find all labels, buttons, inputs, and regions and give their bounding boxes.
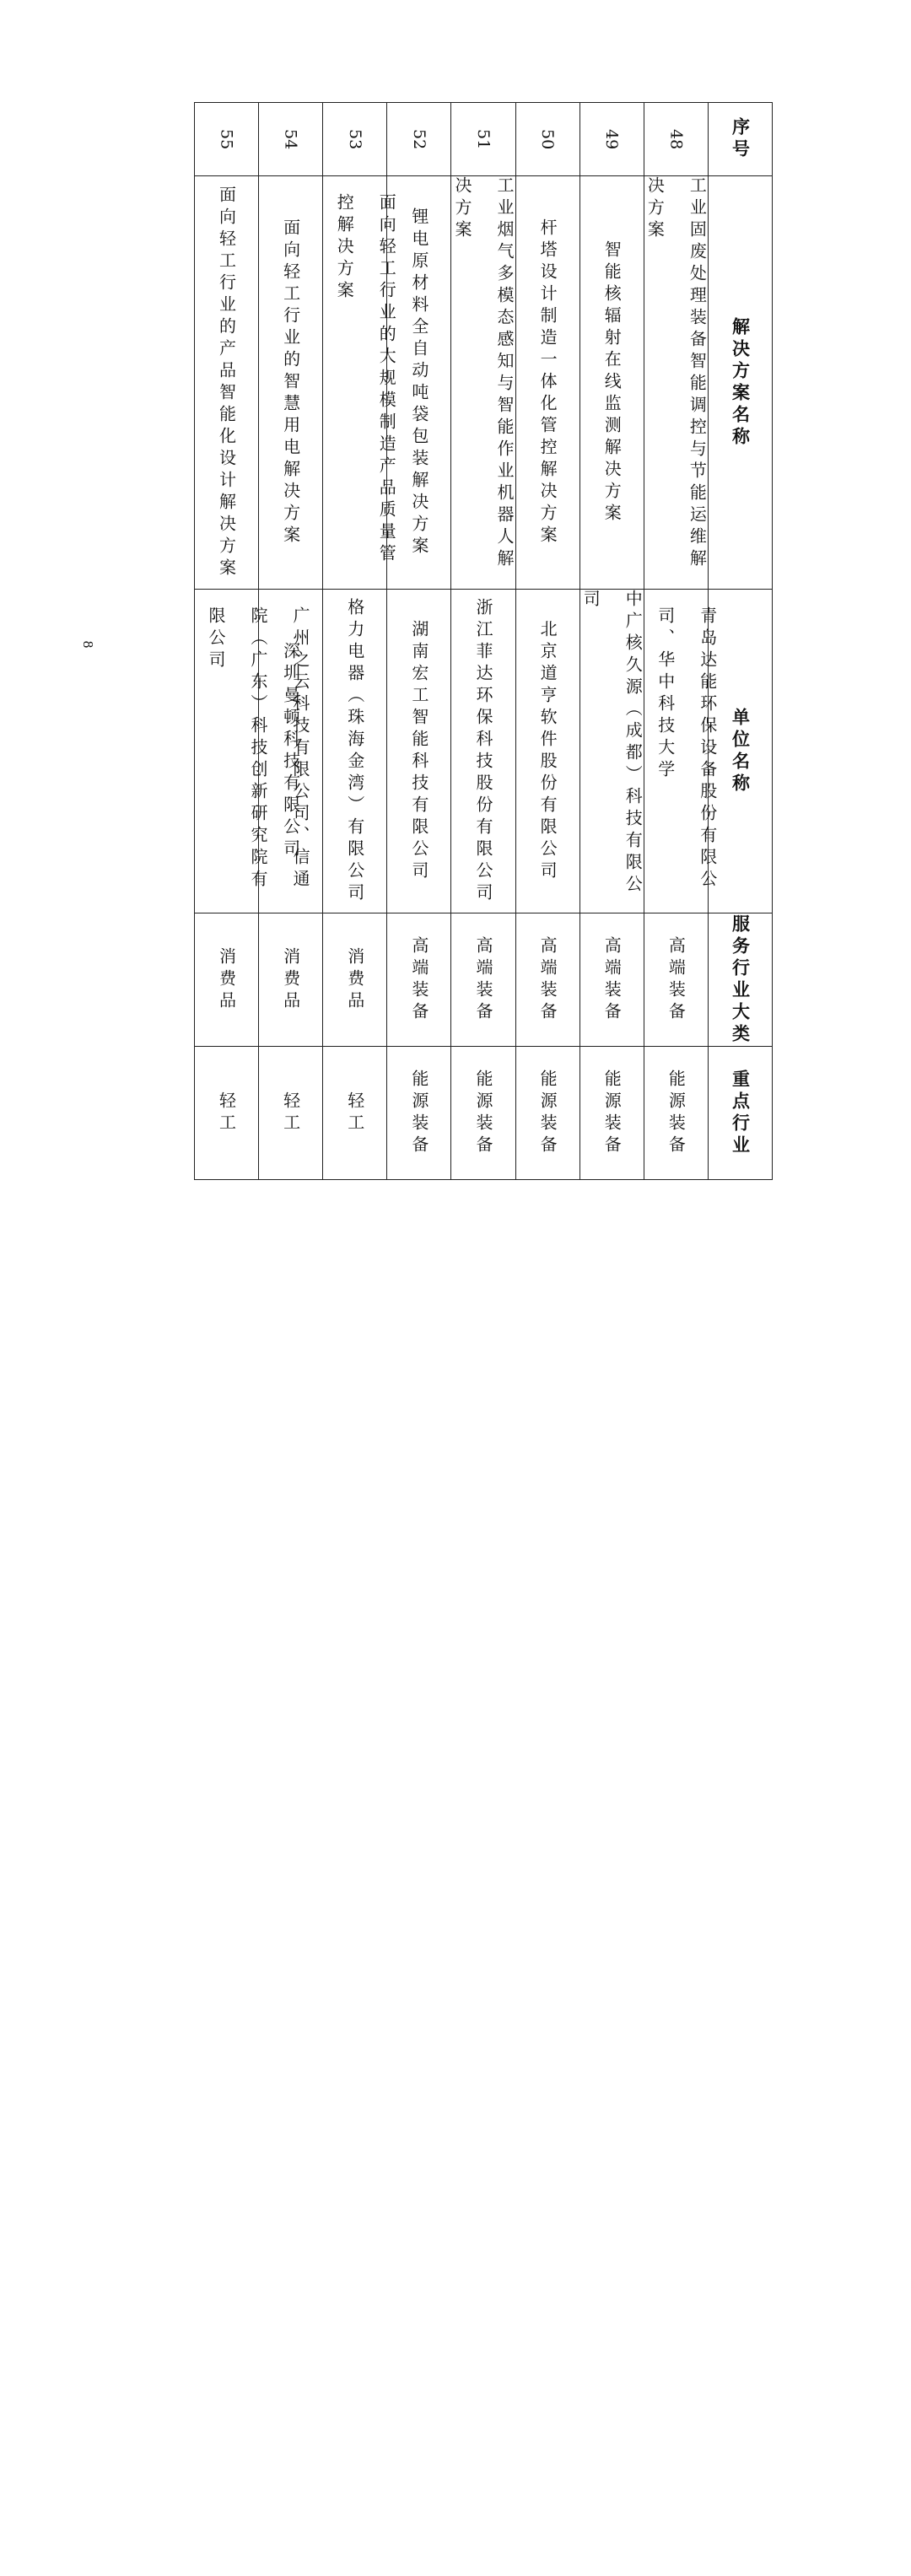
row-50-seq: 50: [515, 103, 579, 176]
row-50-solution: 杆塔设计制造一体化管控解决方案: [515, 176, 579, 590]
row-55-industry: 轻工: [195, 1047, 259, 1180]
row-53-solution: 面向轻工行业的大规模制造产品质量管控解决方案: [323, 176, 387, 590]
header-industry: 重点行业: [708, 1047, 772, 1180]
row-48-solution: 工业固废处理装备智能调控与节能运维解决方案: [644, 176, 708, 590]
row-49-category: 高端装备: [579, 913, 644, 1047]
row-52-category: 高端装备: [387, 913, 451, 1047]
row-49-unit: 中广核久源（成都）科技有限公司: [579, 590, 644, 913]
sequence-row: [195, 103, 773, 176]
row-48-unit: 青岛达能环保设备股份有限公司、华中科技大学: [644, 590, 708, 913]
row-49-solution: 智能核辐射在线监测解决方案: [579, 176, 644, 590]
page-number: 8: [80, 640, 96, 649]
row-53-category: 消费品: [323, 913, 387, 1047]
row-55-solution: 面向轻工行业的产品智能化设计解决方案: [195, 176, 259, 590]
solution-row: [195, 176, 773, 590]
row-55-unit: 广州之云科技有限公司、信通院（广东）科技创新研究院有限公司: [195, 590, 259, 913]
row-54-category: 消费品: [259, 913, 323, 1047]
row-51-seq: 51: [451, 103, 515, 176]
header-seq: 序号: [708, 103, 772, 176]
row-49-industry: 能源装备: [579, 1047, 644, 1180]
header-solution: 解决方案名称: [708, 176, 772, 590]
row-54-unit: 深圳曼顿科技有限公司: [259, 590, 323, 913]
unit-row: [195, 590, 773, 913]
row-51-category: 高端装备: [451, 913, 515, 1047]
row-54-solution: 面向轻工行业的智慧用电解决方案: [259, 176, 323, 590]
row-53-industry: 轻工: [323, 1047, 387, 1180]
industry-row: [195, 1047, 773, 1180]
row-52-seq: 52: [387, 103, 451, 176]
row-51-solution: 工业烟气多模态感知与智能作业机器人解决方案: [451, 176, 515, 590]
row-54-industry: 轻工: [259, 1047, 323, 1180]
row-52-solution: 锂电原材料全自动吨袋包装解决方案: [387, 176, 451, 590]
header-category: 服务行业大类: [708, 913, 772, 1047]
row-48-seq: 48: [644, 103, 708, 176]
row-53-seq: 53: [323, 103, 387, 176]
row-50-category: 高端装备: [515, 913, 579, 1047]
row-53-unit: 格力电器（珠海金湾）有限公司: [323, 590, 387, 913]
row-51-unit: 浙江菲达环保科技股份有限公司: [451, 590, 515, 913]
category-row: [195, 913, 773, 1047]
solutions-table: [194, 102, 773, 1180]
row-49-seq: 49: [579, 103, 644, 176]
row-50-unit: 北京道亨软件股份有限公司: [515, 590, 579, 913]
row-52-industry: 能源装备: [387, 1047, 451, 1180]
row-48-industry: 能源装备: [644, 1047, 708, 1180]
row-48-category: 高端装备: [644, 913, 708, 1047]
row-50-industry: 能源装备: [515, 1047, 579, 1180]
row-55-seq: 55: [195, 103, 259, 176]
row-54-seq: 54: [259, 103, 323, 176]
row-55-category: 消费品: [195, 913, 259, 1047]
header-unit: 单位名称: [708, 590, 772, 913]
row-52-unit: 湖南宏工智能科技有限公司: [387, 590, 451, 913]
row-51-industry: 能源装备: [451, 1047, 515, 1180]
